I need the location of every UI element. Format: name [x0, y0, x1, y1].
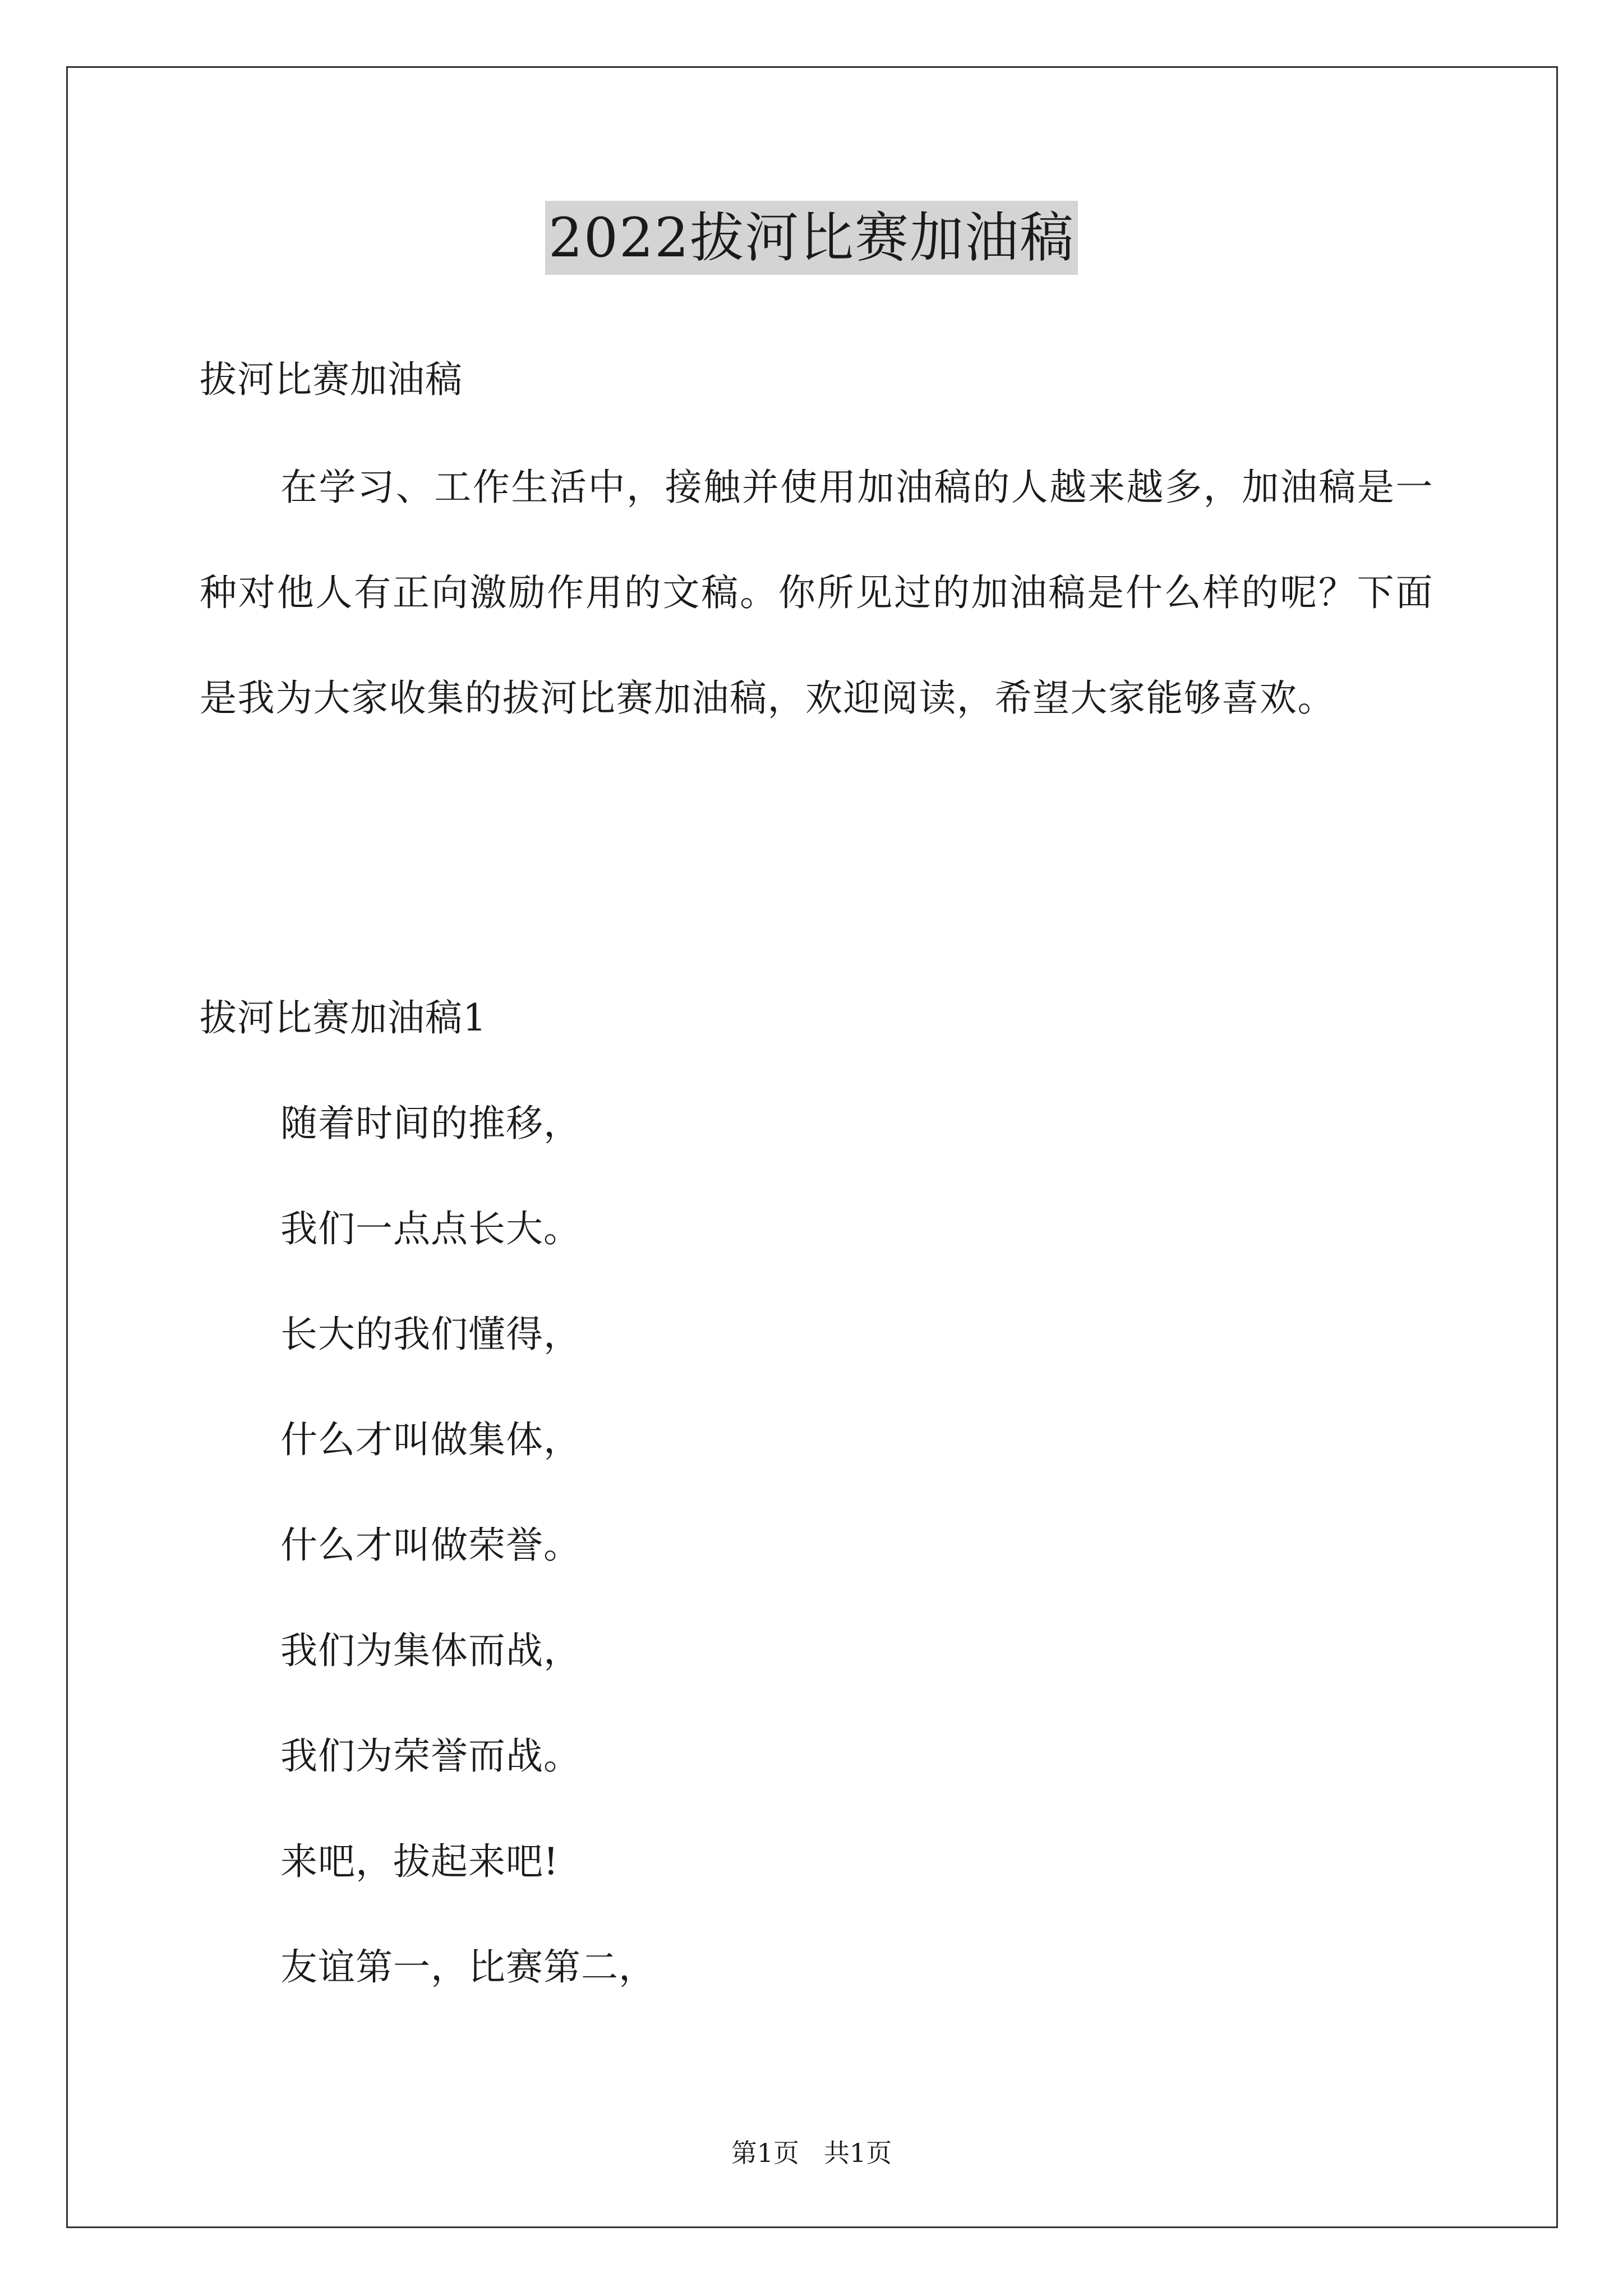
document-heading: 拔河比赛加油稿 [200, 358, 463, 401]
page-footer [0, 2136, 1623, 2170]
title-container [0, 201, 1623, 275]
intro-paragraph: 在学习、工作生活中，接触并使用加油稿的人越来越多，加油稿是一种对他人有正向激励作用的文稿。你所见过的加油稿是什么样的呢？下面是我为大家收集的拔河比赛加油稿，欢迎阅读，希望大家能够喜欢。 [200, 466, 1433, 720]
verse-line: 我们一点点长大。 [280, 1207, 581, 1250]
verse-line: 来吧，拔起来吧! [280, 1840, 559, 1883]
verse-line: 我们为集体而战， [280, 1629, 581, 1672]
verse-line: 什么才叫做荣誉。 [280, 1524, 581, 1567]
document-title: 2022拔河比赛加油稿 [545, 201, 1078, 275]
verse-line: 什么才叫做集体， [280, 1418, 581, 1461]
page-number-current: 第1页 [731, 2138, 799, 2168]
verse-line: 我们为荣誉而战。 [280, 1734, 581, 1778]
page-number-total: 共1页 [824, 2138, 892, 2168]
section-title: 拔河比赛加油稿1 [200, 996, 487, 1039]
verse-line: 长大的我们懂得， [280, 1313, 581, 1356]
verse-line: 随着时间的推移， [280, 1102, 581, 1145]
verse-line: 友谊第一，比赛第二， [280, 1945, 656, 1989]
